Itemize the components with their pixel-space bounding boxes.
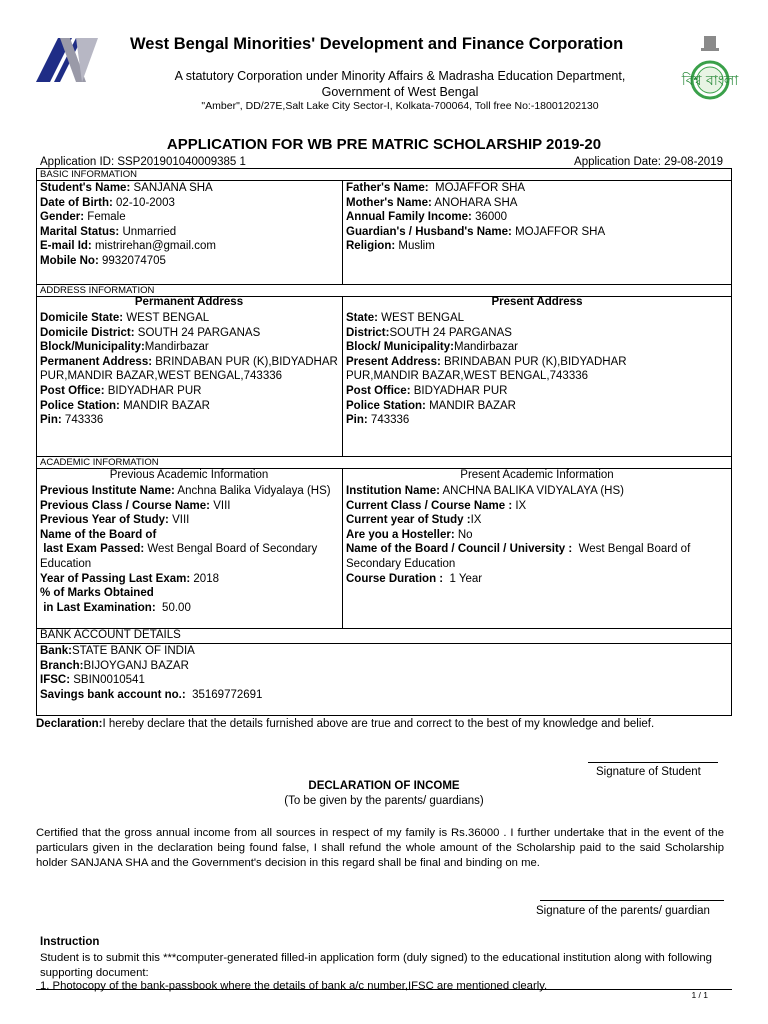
present-academic-block: Institution Name: ANCHNA BALIKA VIDYALAYA (HS) Current Class / Course Name : IX Current year of Study :IX Are you a Hosteller: No Name of the Board / Council / University : West Bengal Board of Secondary Education Course Duration : 1 Year	[346, 485, 694, 585]
permanent-address-block: Domicile State: WEST BENGAL Domicile District: SOUTH 24 PARGANAS Block/Municipality:Mandirbazar Permanent Address: BRINDABAN PUR (K),BIDYADHAR PUR,MANDIR BAZAR,WEST BENGAL,743336 Post Office: BIDYADHAR PUR Police Station: MANDIR BAZAR Pin: 743336	[40, 312, 341, 427]
mother-name-row: Mother's Name: ANOHARA SHA	[346, 196, 518, 209]
org-subtitle-line2: Government of West Bengal	[321, 85, 479, 99]
dob-row: Date of Birth: 02-10-2003	[40, 196, 175, 209]
guardian-signature-label: Signature of the parents/ guardian	[536, 905, 710, 917]
instruction-title: Instruction	[40, 936, 100, 948]
gender-row: Gender: Female	[40, 211, 126, 224]
guardian-name-row: Guardian's / Husband's Name: MOJAFFOR SHA	[346, 225, 606, 238]
declaration: Declaration:I hereby declare that the details furnished above are true and correct to the best of my knowledge and belief.	[36, 718, 655, 730]
org-subtitle-line1: A statutory Corporation under Minority Affairs & Madrasha Education Department,	[174, 69, 626, 83]
org-address: "Amber", DD/27E,Salt Lake City Sector-I, Kolkata-700064, Toll free No:-18001202130	[201, 100, 599, 112]
instruction-item-1: 1. Photocopy of the bank-passbook where the details of bank a/c number,IFSC are mentioned clearly.	[40, 980, 548, 992]
bank-details-block	[40, 644, 640, 702]
instruction-text: Student is to submit this ***computer-generated filled-in application form (duly signed) to the educational institution along with following supporting document:	[40, 952, 712, 979]
basic-info-right	[346, 181, 730, 254]
mobile-row: Mobile No: 9932074705	[40, 254, 166, 267]
family-income-row: Annual Family Income: 36000	[346, 211, 508, 224]
previous-academic-block: Previous Institute Name: Anchna Balika Vidyalaya (HS) Previous Class / Course Name: VIII Previous Year of Study: VIII Name of the Board of last Exam Passed: West Bengal Board of Secondary Education Year of Passing Last Exam: 2018 % of Marks Obtained in Last Examination: 50.00	[40, 485, 331, 614]
student-name-row: Student's Name: SANJANA SHA	[40, 182, 213, 194]
basic-info-section-label: BASIC INFORMATION	[40, 169, 137, 180]
father-name-row: Father's Name: MOJAFFOR SHA	[346, 182, 526, 194]
org-name: West Bengal Minorities' Development and Finance Corporation	[130, 35, 624, 53]
branch-row: Branch:BIJOYGANJ BAZAR	[40, 659, 189, 672]
academic-section-label: ACADEMIC INFORMATION	[40, 457, 159, 468]
application-title: APPLICATION FOR WB PRE MATRIC SCHOLARSHIP 2019-20	[166, 136, 602, 153]
bank-section-label: BANK ACCOUNT DETAILS	[40, 629, 181, 641]
permanent-address-header: Permanent Address	[134, 296, 244, 308]
student-signature-line	[588, 762, 718, 763]
government-emblem-icon	[681, 34, 739, 102]
income-declaration-subtitle: (To be given by the parents/ guardians)	[284, 795, 484, 807]
application-date: Application Date: 29-08-2019	[574, 156, 723, 168]
religion-row: Religion: Muslim	[346, 240, 435, 253]
present-address-block: State: WEST BENGAL District:SOUTH 24 PARGANAS Block/ Municipality:Mandirbazar Present Address: BRINDABAN PUR (K),BIDYADHAR PUR,MANDIR BAZAR,WEST BENGAL,743336 Post Office: BIDYADHAR PUR Police Station: MANDIR BAZAR Pin: 743336	[346, 312, 630, 427]
present-address-header: Present Address	[491, 296, 583, 308]
email-row: E-mail Id: mistrirehan@gmail.com	[40, 240, 216, 253]
present-academic-header: Present Academic Information	[460, 469, 614, 481]
wbmdfc-logo	[36, 36, 100, 84]
page-number: 1 / 1	[691, 990, 708, 1000]
ifsc-row: IFSC: SBIN0010541	[40, 674, 145, 687]
emblem-glyph: বিশ্ব বাংলা	[681, 73, 739, 89]
student-signature-label: Signature of Student	[596, 766, 701, 778]
marital-status-row: Marital Status: Unmarried	[40, 225, 177, 238]
previous-academic-header: Previous Academic Information	[109, 469, 269, 481]
income-declaration-text: Certified that the gross annual income from all sources in respect of my family is Rs.36000 . I further undertake that in the event of the particulars given in the declaration being found false, I shall refund the whole amount of the Scholarship paid to the said Scholarship holder SANJANA SHA and the Government's decision in this regard shall be final and binding on me.	[36, 827, 724, 869]
application-id: Application ID: SSP201901040009385 1	[40, 156, 246, 168]
basic-info-left	[40, 181, 340, 269]
income-declaration-title: DECLARATION OF INCOME	[308, 780, 460, 792]
bank-name-row: Bank:STATE BANK OF INDIA	[40, 645, 195, 657]
guardian-signature-line	[540, 900, 724, 901]
address-section-label: ADDRESS INFORMATION	[40, 285, 155, 296]
account-number-row: Savings bank account no.: 35169772691	[40, 688, 263, 701]
